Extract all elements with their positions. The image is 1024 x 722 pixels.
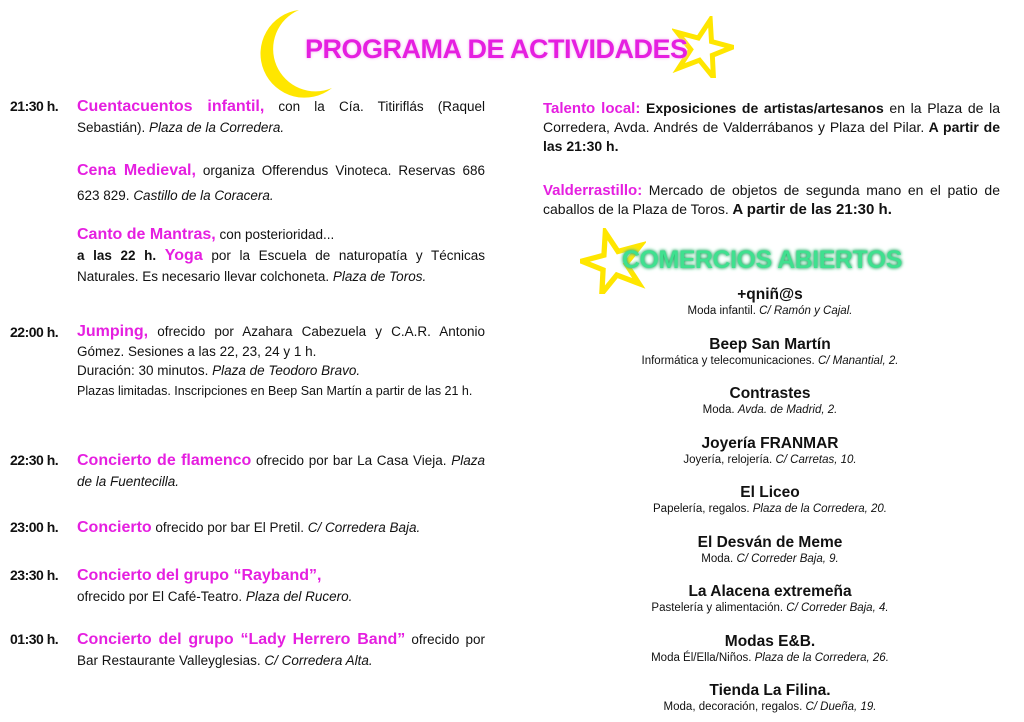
shop-desc: Informática y telecomunicaciones. (641, 354, 818, 367)
event-text: ofrecido por bar El Pretil. (151, 520, 308, 535)
event-title: Concierto (77, 519, 152, 536)
shop-name: El Desván de Meme (697, 533, 843, 551)
shop-item (560, 633, 980, 665)
shop-address: C/ Manantial, 2. (817, 354, 899, 367)
event-text: ofrecido por Azahara Cabezuela y C.A.R. Antonio Gómez. Sesiones a las 22, 23, 24 y 1 h. (77, 324, 485, 359)
event-place: Plaza de la Fuentecilla. (77, 453, 485, 489)
shop-item (560, 484, 980, 516)
shop-address: C/ Carretas, 10. (775, 453, 857, 466)
page-title: PROGRAMA DE ACTIVIDADES (305, 34, 688, 64)
event-text: Plazas limitadas. Inscripciones en Beep San Martín a partir de las 21 h. (77, 383, 473, 398)
shop-name: La Alacena extremeña (688, 583, 852, 600)
shop-address: Avda. de Madrid, 2. (737, 404, 838, 416)
shop-address: C/ Ramón y Cajal. (759, 305, 853, 317)
event-title: Jumping, (77, 323, 149, 340)
shop-address: C/ Correder Baja, 4. (786, 602, 889, 614)
event-text: Duración: 30 minutos. (77, 363, 213, 378)
shop-desc: Joyería, relojería. (683, 453, 776, 466)
event-title: Concierto del grupo “Rayband”, (77, 567, 322, 584)
event-title: Yoga (164, 247, 203, 264)
event-time-inline: A partir de las 21:30 h. (543, 119, 1000, 154)
event-time: 01:30 h. (10, 631, 59, 647)
valderrastillo (543, 181, 1000, 219)
event-time: 23:00 h. (10, 519, 59, 535)
shop-desc: Moda infantil. (687, 305, 760, 317)
event-2130 (10, 96, 485, 287)
shop-address: Plaza de la Corredera, 26. (754, 651, 889, 664)
shop-address: C/ Dueña, 19. (805, 701, 877, 713)
event-bold: Exposiciones de artistas/artesanos (640, 100, 884, 116)
shop-item (560, 385, 980, 417)
event-title: Cena Medieval, (77, 162, 196, 179)
shop-name: Beep San Martín (709, 335, 831, 353)
shops-title: COMERCIOS ABIERTOS (622, 246, 902, 274)
shop-name: Modas E&B. (724, 632, 816, 650)
event-text: por la Escuela de naturopatía y Técnicas Naturales. Es necesario llevar colchoneta. (77, 248, 485, 284)
event-place: Castillo de la Coracera. (133, 188, 274, 203)
event-text: ofrecido por Bar Restaurante Valleyglesias. (77, 632, 485, 668)
event-title: Concierto de flamenco (77, 452, 252, 469)
event-text: con la Cía. Titiriflás (Raquel Sebastián). (77, 99, 485, 135)
event-place: Plaza de Teodoro Bravo. (212, 363, 361, 378)
event-place: C/ Corredera Baja. (307, 520, 421, 535)
shop-desc: Moda. (702, 404, 738, 416)
talento-local (543, 99, 1000, 156)
shop-name: Tienda La Filina. (709, 682, 831, 699)
shop-desc: Moda Él/Ella/Niños. (651, 651, 755, 664)
event-time-inline: a las 22 h. (77, 248, 165, 263)
event-time: 22:30 h. (10, 452, 59, 468)
event-0130 (10, 629, 485, 671)
shop-address: Plaza de la Corredera, 20. (752, 503, 887, 515)
event-place: C/ Corredera Alta. (264, 653, 373, 668)
event-time: 23:30 h. (10, 567, 59, 583)
event-text: en la Plaza de la Corredera, Avda. Andrés de Valderrábanos y Plaza del Pilar. (543, 100, 1000, 135)
event-title: Concierto del grupo “Lady Herrero Band” (77, 631, 406, 648)
event-title: Cuentacuentos infantil, (77, 98, 265, 115)
shop-desc: Moda. (701, 552, 737, 565)
shop-desc: Pastelería y alimentación. (651, 602, 787, 614)
event-title: Valderrastillo: (543, 182, 643, 199)
shop-item (560, 336, 980, 368)
event-place: Plaza de Toros. (332, 269, 427, 284)
event-2200 (10, 322, 485, 401)
event-title: Canto de Mantras, (77, 226, 216, 243)
event-time-inline: A partir de las 21:30 h. (728, 201, 892, 218)
event-place: Plaza del Rucero. (245, 589, 353, 604)
event-time: 22:00 h. (10, 324, 59, 340)
event-time: 21:30 h. (10, 98, 59, 114)
shop-desc: Moda, decoración, regalos. (663, 701, 806, 713)
event-text: Mercado de objetos de segunda mano en el patio de caballos de la Plaza de Toros. (543, 182, 1000, 217)
shop-item (560, 435, 980, 467)
shop-address: C/ Correder Baja, 9. (736, 552, 839, 565)
event-text: ofrecido por bar La Casa Vieja. (251, 453, 452, 468)
event-text: organiza Offerendus Vinoteca. Reservas 686 623 829. (77, 163, 485, 203)
shop-name: Joyería FRANMAR (701, 434, 839, 452)
shop-item (560, 583, 980, 615)
event-title: Talento local: (543, 100, 641, 117)
event-2300 (10, 517, 485, 538)
shop-desc: Papelería, regalos. (653, 503, 753, 515)
event-place: Plaza de la Corredera. (149, 120, 285, 135)
shop-name: El Liceo (740, 484, 800, 501)
shop-item (560, 682, 980, 714)
shop-name: Contrastes (729, 385, 811, 402)
event-text: con posterioridad... (215, 227, 335, 242)
event-text: ofrecido por El Café-Teatro. (77, 589, 246, 604)
event-2230 (10, 450, 485, 492)
shop-name: +qniñ@s (737, 286, 803, 303)
shop-item (560, 534, 980, 566)
event-2330 (10, 565, 485, 607)
